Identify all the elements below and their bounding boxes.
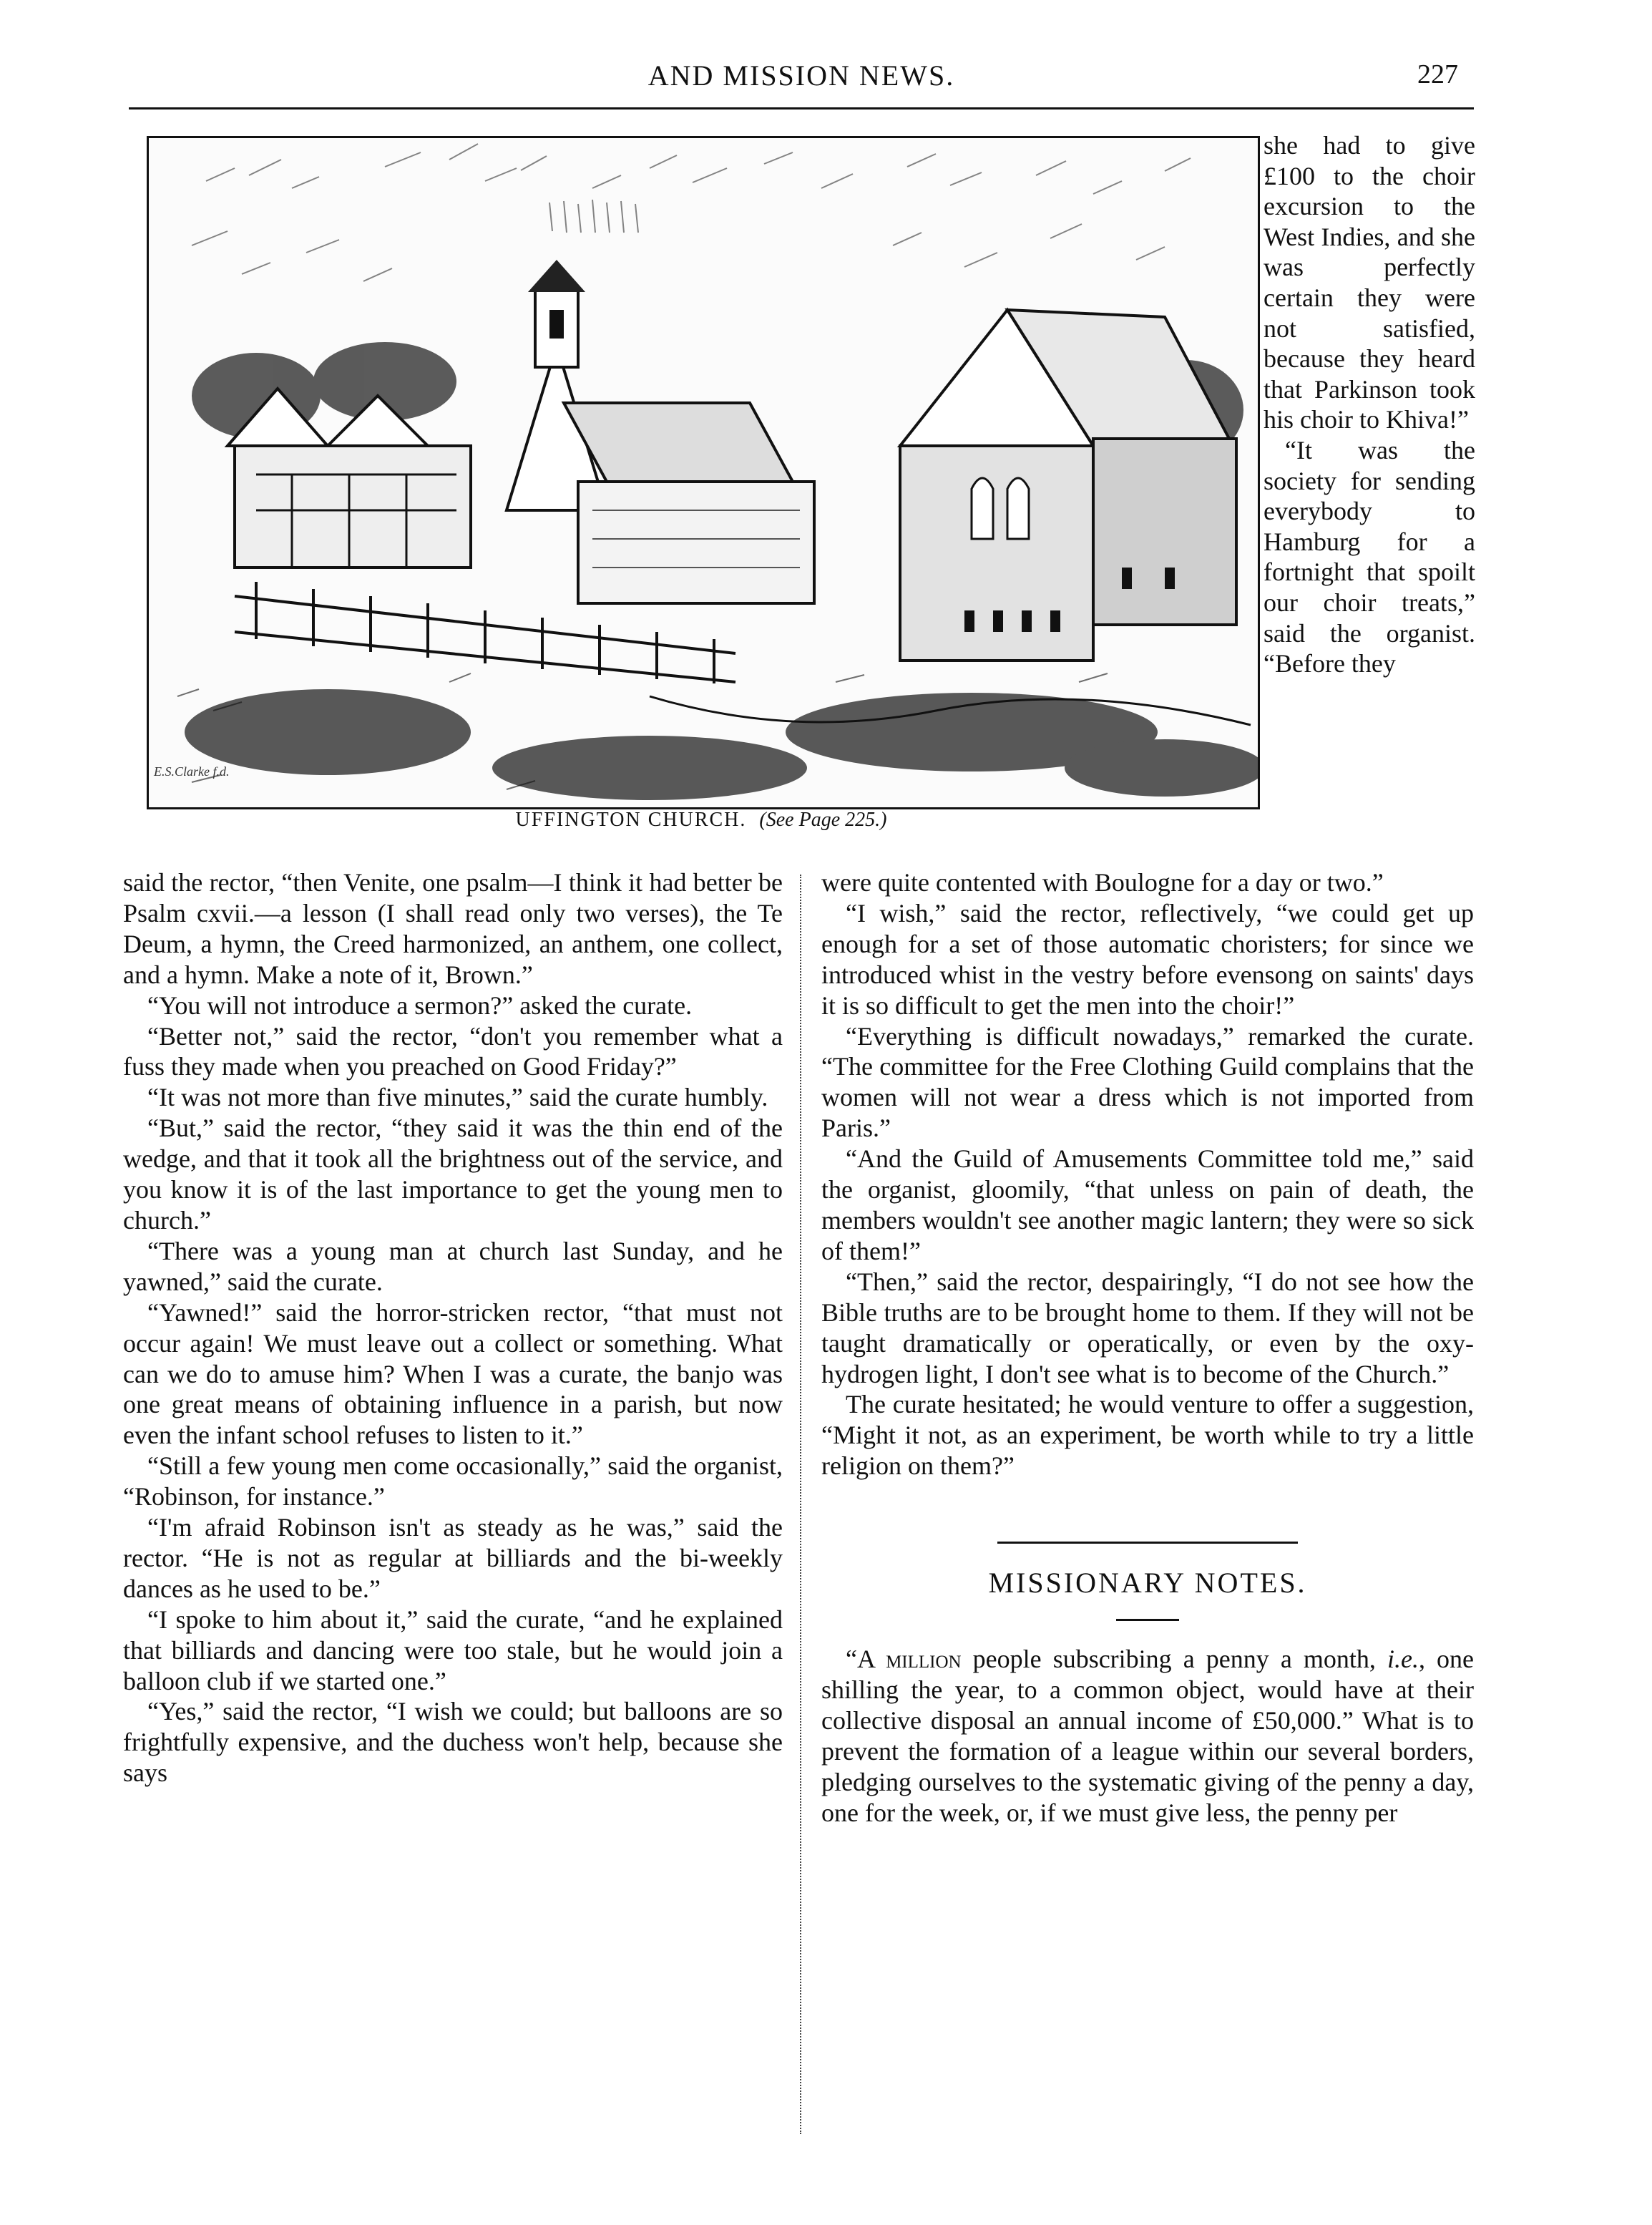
side-column [1264, 130, 1475, 679]
paragraph: “Still a few young men come occasionally,” said the organist, “Robinson, for instance.” [123, 1451, 783, 1511]
section-short-rule [1116, 1619, 1179, 1621]
paragraph: “And the Guild of Amusements Committee told me,” said the organist, gloomily, “that unless on pain of death, the members wouldn't see another magic lantern; they were so sick of them!” [821, 1144, 1474, 1265]
caption-title: UFFINGTON CHURCH. [515, 809, 747, 831]
left-column [123, 867, 783, 1788]
paragraph: “Yes,” said the rector, “I wish we could; but balloons are so frightfully expensive, and the duchess won't help, because she says [123, 1697, 783, 1788]
missionary-notes-paragraph: “A million people subscribing a penny a month, i.e., one shilling the year, to a common object, would have at their collective disposal an annual income of £50,000.” What is to prevent the formation of a league within our several borders, pledging ourselves to the systematic giving of the penny a day, one for the week, or, if we must give less, the penny per [821, 1645, 1474, 1827]
paragraph: “There was a young man at church last Sunday, and he yawned,” said the curate. [123, 1236, 783, 1296]
column-divider [800, 875, 801, 2134]
paragraph: The curate hesitated; he would venture to offer a suggestion, “Might it not, as an experiment, be worth while to try a little religion on them?” [821, 1390, 1474, 1481]
engraver-signature: E.S.Clarke f.d. [154, 764, 230, 779]
paragraph: “You will not introduce a sermon?” asked the curate. [147, 990, 693, 1020]
paragraph: said the rector, “then Venite, one psalm—I think it had better be Psalm cxvii.—a lesson (I shall read only two verses), the Te Deum, a hymn, the Creed harmonized, an anthem, one collect, and a hymn. Make a note of it, Brown.” [123, 868, 783, 989]
side-paragraph: she had to give £100 to the choir excursion to the West Indies, and she was perfectly certain they were not satisfied, because they heard that Parkinson took his choir to Khiva!” [1264, 131, 1475, 434]
paragraph: “I wish,” said the rector, reflectively, “we could get up enough for a set of those automatic choristers; for since we introduced whist in the vestry before evensong on saints' days it is so difficult to get the men into the choir!” [821, 898, 1474, 1020]
header-rule [129, 107, 1474, 109]
paragraph: “I spoke to him about it,” said the curate, “and he explained that billiards and dancing were too stale, but he would join a balloon club if we started one.” [123, 1605, 783, 1695]
caption-page-reference: (See Page 225.) [759, 809, 887, 831]
paragraph: “I'm afraid Robinson isn't as steady as he was,” said the rector. “He is not as regular at billiards and the bi-weekly dances as he used to be.” [123, 1513, 783, 1603]
running-head [129, 59, 1474, 109]
paragraph: “But,” said the rector, “they said it was the thin end of the wedge, and that it took all the brightness out of the service, and you know it is of the last importance to get the young men to church.” [123, 1114, 783, 1235]
page-number: 227 [1417, 59, 1458, 89]
paragraph: “Everything is difficult nowadays,” remarked the curate. “The committee for the Free Clothing Guild complains that the women will not wear a dress which is not imported from Paris.” [821, 1021, 1474, 1143]
smallcaps-word: million [886, 1645, 962, 1674]
paragraph: “Yawned!” said the horror-stricken rector, “that must not occur again! We must leave out a collect or something. What can we do to amuse him? When I was a curate, the banjo was one great means of obtaining influence in a parish, but now even the infant school refuses to listen to it.” [123, 1297, 783, 1450]
church-engraving [147, 136, 1260, 809]
figure-caption [147, 809, 1256, 832]
right-column [821, 867, 1474, 1828]
journal-title: AND MISSION NEWS. [647, 59, 955, 92]
section-rule [997, 1542, 1298, 1544]
paragraph: “Better not,” said the rector, “don't you remember what a fuss they made when you preached on Good Friday?” [123, 1021, 783, 1081]
church-illustration [149, 138, 1258, 807]
paragraph: “Then,” said the rector, despairingly, “I do not see how the Bible truths are to be brought home to them. If they will not be taught dramatically or operatically, or even by the oxy-hydrogen light, I don't see what is to become of the Church.” [821, 1267, 1474, 1388]
paragraph: “It was not more than five minutes,” said the curate humbly. [147, 1083, 768, 1112]
paragraph: were quite contented with Boulogne for a day or two.” [821, 868, 1384, 897]
italic-abbreviation: i.e. [1387, 1645, 1419, 1674]
side-paragraph: “It was the society for sending everybody to Hamburg for a fortnight that spoilt our choir treats,” said the organist. “Before they [1264, 435, 1475, 678]
section-title: MISSIONARY NOTES. [988, 1567, 1307, 1600]
